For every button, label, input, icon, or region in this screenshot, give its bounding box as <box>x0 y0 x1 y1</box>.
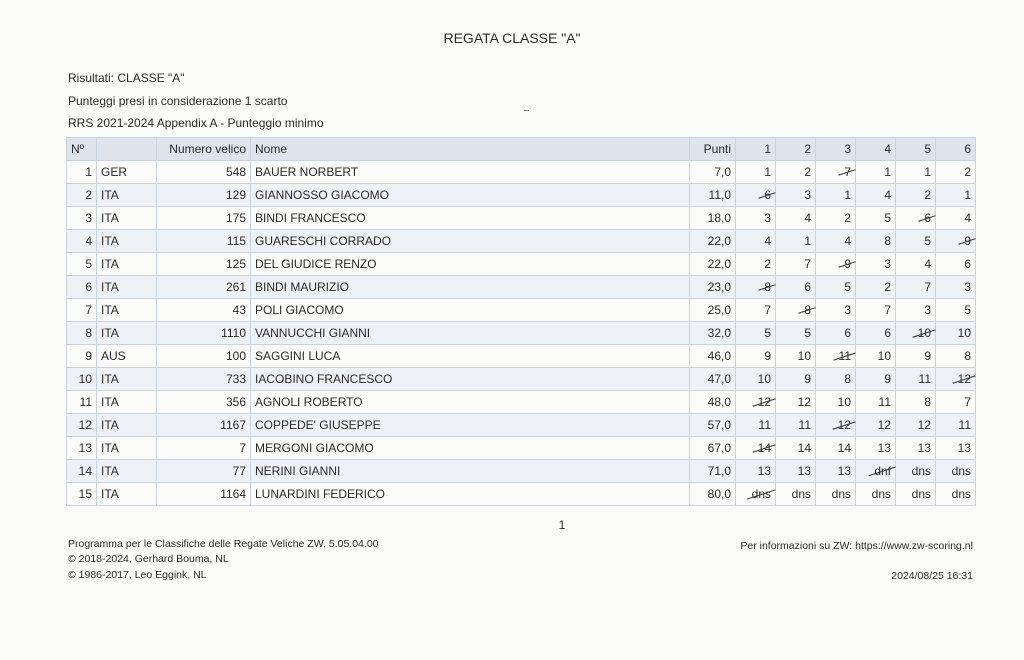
table-row <box>67 391 976 414</box>
race-2-cell <box>776 207 816 230</box>
race-score: 4 <box>764 234 771 248</box>
race-5-cell <box>896 184 936 207</box>
position-cell: 5 <box>67 253 97 276</box>
race-3-cell <box>816 184 856 207</box>
race-score: 8 <box>924 395 931 409</box>
sail-number-cell: 125 <box>157 253 251 276</box>
race-6-cell <box>936 207 976 230</box>
race-score: 2 <box>844 211 851 225</box>
sail-number-cell: 548 <box>157 161 251 184</box>
race-6-cell <box>936 345 976 368</box>
race-5-cell <box>896 460 936 483</box>
sail-number-cell: 1164 <box>157 483 251 506</box>
position-cell: 11 <box>67 391 97 414</box>
race-score: 13 <box>797 464 811 478</box>
race-4-cell <box>856 322 896 345</box>
race-4-cell <box>856 391 896 414</box>
print-timestamp: 2024/08/25 16:31 <box>891 570 973 582</box>
header-race-2: 2 <box>776 138 816 161</box>
race-score: 13 <box>957 441 971 455</box>
race-score: 10 <box>957 326 971 340</box>
table-row <box>67 345 976 368</box>
name-cell: BAUER NORBERT <box>251 161 690 184</box>
header-race-5: 5 <box>896 138 936 161</box>
table-row <box>67 460 976 483</box>
race-score: 12 <box>917 418 931 432</box>
discarded-score: 14 <box>757 441 771 455</box>
race-3-cell <box>816 299 856 322</box>
position-cell: 6 <box>67 276 97 299</box>
race-3-cell <box>816 345 856 368</box>
race-4-cell <box>856 460 896 483</box>
race-6-cell <box>936 414 976 437</box>
table-row <box>67 161 976 184</box>
race-score: 11 <box>798 418 811 432</box>
name-cell: BINDI MAURIZIO <box>251 276 690 299</box>
race-6-cell <box>936 460 976 483</box>
race-1-cell <box>736 391 776 414</box>
discarded-score: 8 <box>804 303 811 317</box>
points-cell: 57,0 <box>690 414 736 437</box>
name-cell: VANNUCCHI GIANNI <box>251 322 690 345</box>
race-3-cell <box>816 253 856 276</box>
country-cell: AUS <box>97 345 157 368</box>
race-6-cell <box>936 437 976 460</box>
race-6-cell <box>936 391 976 414</box>
race-score: 10 <box>837 395 851 409</box>
race-score: 5 <box>764 326 771 340</box>
points-cell: 80,0 <box>690 483 736 506</box>
table-row <box>67 483 976 506</box>
country-cell: ITA <box>97 184 157 207</box>
race-6-cell <box>936 322 976 345</box>
position-cell: 1 <box>67 161 97 184</box>
race-1-cell <box>736 184 776 207</box>
race-score: dns <box>951 487 971 501</box>
name-cell: DEL GIUDICE RENZO <box>251 253 690 276</box>
race-3-cell <box>816 460 856 483</box>
points-cell: 7,0 <box>690 161 736 184</box>
page-number: 1 <box>558 518 566 532</box>
name-cell: LUNARDINI FEDERICO <box>251 483 690 506</box>
sail-number-cell: 77 <box>157 460 251 483</box>
race-score: 3 <box>804 188 811 202</box>
race-3-cell <box>816 230 856 253</box>
sail-number-cell: 1110 <box>157 322 251 345</box>
race-3-cell <box>816 322 856 345</box>
race-1-cell <box>736 414 776 437</box>
race-score: 2 <box>804 165 811 179</box>
race-2-cell <box>776 437 816 460</box>
race-2-cell <box>776 391 816 414</box>
race-score: 14 <box>837 441 851 455</box>
race-3-cell <box>816 207 856 230</box>
discard-info-line: Punteggi presi in considerazione 1 scarto <box>68 94 288 108</box>
race-1-cell <box>736 253 776 276</box>
position-cell: 14 <box>67 460 97 483</box>
race-4-cell <box>856 161 896 184</box>
position-cell: 3 <box>67 207 97 230</box>
table-row <box>67 276 976 299</box>
name-cell: BINDI FRANCESCO <box>251 207 690 230</box>
header-pos: Nº <box>67 138 97 161</box>
position-cell: 7 <box>67 299 97 322</box>
race-score: dns <box>951 464 971 478</box>
race-score: 14 <box>797 441 811 455</box>
points-cell: 18,0 <box>690 207 736 230</box>
discarded-score: 8 <box>764 280 771 294</box>
race-4-cell <box>856 230 896 253</box>
position-cell: 10 <box>67 368 97 391</box>
race-score: 2 <box>764 257 771 271</box>
race-3-cell <box>816 391 856 414</box>
points-cell: 22,0 <box>690 253 736 276</box>
race-1-cell <box>736 345 776 368</box>
race-2-cell <box>776 299 816 322</box>
race-score: 6 <box>884 326 891 340</box>
country-cell: ITA <box>97 368 157 391</box>
race-score: 5 <box>844 280 851 294</box>
position-cell: 2 <box>67 184 97 207</box>
race-score: 8 <box>844 372 851 386</box>
results-class-line: Risultati: CLASSE "A" <box>68 71 185 85</box>
copyright-line-2: © 1986-2017, Leo Eggink, NL <box>68 569 207 581</box>
race-2-cell <box>776 322 816 345</box>
race-score: 5 <box>884 211 891 225</box>
race-score: 1 <box>844 188 851 202</box>
points-cell: 11,0 <box>690 184 736 207</box>
race-5-cell <box>896 299 936 322</box>
race-score: 6 <box>804 280 811 294</box>
race-score: dns <box>871 487 891 501</box>
race-score: 6 <box>844 326 851 340</box>
race-score: 4 <box>924 257 931 271</box>
race-score: 13 <box>917 441 931 455</box>
race-6-cell <box>936 161 976 184</box>
country-cell: ITA <box>97 276 157 299</box>
race-score: 3 <box>764 211 771 225</box>
discarded-score: 10 <box>917 326 931 340</box>
discarded-score: 6 <box>924 211 931 225</box>
race-score: 1 <box>924 165 931 179</box>
table-row <box>67 230 976 253</box>
race-score: 5 <box>964 303 971 317</box>
stray-mark <box>524 110 529 111</box>
country-cell: ITA <box>97 391 157 414</box>
race-score: 4 <box>884 188 891 202</box>
discarded-score: 9 <box>844 257 851 271</box>
discarded-score: 11 <box>838 349 851 363</box>
header-name: Nome <box>251 138 690 161</box>
race-score: 13 <box>837 464 851 478</box>
country-cell: ITA <box>97 414 157 437</box>
race-2-cell <box>776 230 816 253</box>
copyright-line-1: © 2018-2024, Gerhard Bouma, NL <box>68 553 229 565</box>
race-score: 9 <box>884 372 891 386</box>
race-1-cell <box>736 161 776 184</box>
discarded-score: 12 <box>837 418 851 432</box>
name-cell: AGNOLI ROBERTO <box>251 391 690 414</box>
race-score: 11 <box>918 372 931 386</box>
table-header-row <box>67 138 976 161</box>
race-5-cell <box>896 345 936 368</box>
header-race-4: 4 <box>856 138 896 161</box>
table-row <box>67 368 976 391</box>
discarded-score: 12 <box>757 395 771 409</box>
race-score: 5 <box>924 234 931 248</box>
race-2-cell <box>776 368 816 391</box>
sail-number-cell: 115 <box>157 230 251 253</box>
race-score: 10 <box>757 372 771 386</box>
race-6-cell <box>936 299 976 322</box>
race-1-cell <box>736 437 776 460</box>
race-1-cell <box>736 207 776 230</box>
race-5-cell <box>896 368 936 391</box>
race-4-cell <box>856 414 896 437</box>
race-5-cell <box>896 437 936 460</box>
name-cell: GUARESCHI CORRADO <box>251 230 690 253</box>
points-cell: 46,0 <box>690 345 736 368</box>
race-score: dns <box>791 487 811 501</box>
name-cell: POLI GIACOMO <box>251 299 690 322</box>
race-3-cell <box>816 276 856 299</box>
race-score: 2 <box>884 280 891 294</box>
race-score: 3 <box>884 257 891 271</box>
race-score: 10 <box>877 349 891 363</box>
race-score: 12 <box>877 418 891 432</box>
points-cell: 22,0 <box>690 230 736 253</box>
sail-number-cell: 175 <box>157 207 251 230</box>
race-6-cell <box>936 483 976 506</box>
race-score: 4 <box>844 234 851 248</box>
race-2-cell <box>776 253 816 276</box>
race-4-cell <box>856 207 896 230</box>
document-title: REGATA CLASSE "A" <box>443 30 581 46</box>
points-cell: 23,0 <box>690 276 736 299</box>
race-score: 7 <box>924 280 931 294</box>
race-1-cell <box>736 483 776 506</box>
race-5-cell <box>896 414 936 437</box>
race-score: dns <box>911 487 931 501</box>
position-cell: 8 <box>67 322 97 345</box>
discarded-score: dnf <box>874 464 891 478</box>
race-3-cell <box>816 483 856 506</box>
race-1-cell <box>736 460 776 483</box>
race-4-cell <box>856 437 896 460</box>
race-score: 1 <box>804 234 811 248</box>
country-cell: ITA <box>97 207 157 230</box>
race-score: 10 <box>797 349 811 363</box>
sail-number-cell: 129 <box>157 184 251 207</box>
race-score: 7 <box>764 303 771 317</box>
race-score: 4 <box>804 211 811 225</box>
position-cell: 12 <box>67 414 97 437</box>
sail-number-cell: 733 <box>157 368 251 391</box>
race-score: 2 <box>924 188 931 202</box>
race-4-cell <box>856 253 896 276</box>
country-cell: ITA <box>97 299 157 322</box>
country-cell: ITA <box>97 322 157 345</box>
race-6-cell <box>936 368 976 391</box>
sail-number-cell: 356 <box>157 391 251 414</box>
race-score: 6 <box>964 257 971 271</box>
name-cell: NERINI GIANNI <box>251 460 690 483</box>
discarded-score: dns <box>751 487 771 501</box>
race-6-cell <box>936 276 976 299</box>
table-row <box>67 299 976 322</box>
race-5-cell <box>896 230 936 253</box>
race-3-cell <box>816 437 856 460</box>
points-cell: 25,0 <box>690 299 736 322</box>
table-row <box>67 414 976 437</box>
sail-number-cell: 100 <box>157 345 251 368</box>
race-5-cell <box>896 483 936 506</box>
header-sail: Numero velico <box>157 138 251 161</box>
country-cell: ITA <box>97 253 157 276</box>
race-5-cell <box>896 253 936 276</box>
race-3-cell <box>816 414 856 437</box>
race-score: 13 <box>877 441 891 455</box>
scoring-system-line: RRS 2021-2024 Appendix A - Punteggio minimo <box>68 116 324 130</box>
race-3-cell <box>816 161 856 184</box>
header-points: Punti <box>690 138 736 161</box>
header-race-1: 1 <box>736 138 776 161</box>
race-score: 4 <box>964 211 971 225</box>
position-cell: 9 <box>67 345 97 368</box>
sail-number-cell: 43 <box>157 299 251 322</box>
header-country <box>97 138 157 161</box>
table-row <box>67 322 976 345</box>
table-row <box>67 184 976 207</box>
race-5-cell <box>896 322 936 345</box>
race-3-cell <box>816 368 856 391</box>
race-5-cell <box>896 161 936 184</box>
race-score: 7 <box>804 257 811 271</box>
race-score: 8 <box>964 349 971 363</box>
race-score: 2 <box>964 165 971 179</box>
sail-number-cell: 7 <box>157 437 251 460</box>
sail-number-cell: 261 <box>157 276 251 299</box>
race-6-cell <box>936 253 976 276</box>
position-cell: 4 <box>67 230 97 253</box>
race-6-cell <box>936 230 976 253</box>
race-score: 3 <box>964 280 971 294</box>
race-2-cell <box>776 161 816 184</box>
race-score: 7 <box>884 303 891 317</box>
name-cell: GIANNOSSO GIACOMO <box>251 184 690 207</box>
program-credit: Programma per le Classifiche delle Regate Veliche ZW, 5.05.04.00 <box>68 538 379 550</box>
race-5-cell <box>896 391 936 414</box>
race-score: dns <box>911 464 931 478</box>
race-score: 1 <box>964 188 971 202</box>
header-race-6: 6 <box>936 138 976 161</box>
country-cell: ITA <box>97 483 157 506</box>
points-cell: 32,0 <box>690 322 736 345</box>
race-2-cell <box>776 460 816 483</box>
race-2-cell <box>776 184 816 207</box>
race-2-cell <box>776 345 816 368</box>
race-score: dns <box>831 487 851 501</box>
race-4-cell <box>856 276 896 299</box>
race-score: 11 <box>758 418 771 432</box>
discarded-score: 9 <box>964 234 971 248</box>
points-cell: 48,0 <box>690 391 736 414</box>
race-score: 12 <box>797 395 811 409</box>
header-race-3: 3 <box>816 138 856 161</box>
table-row <box>67 207 976 230</box>
points-cell: 67,0 <box>690 437 736 460</box>
race-score: 3 <box>844 303 851 317</box>
race-4-cell <box>856 368 896 391</box>
race-score: 9 <box>924 349 931 363</box>
race-score: 3 <box>924 303 931 317</box>
zw-info-link: Per informazioni su ZW: https://www.zw-scoring.nl <box>740 540 973 552</box>
race-4-cell <box>856 345 896 368</box>
position-cell: 15 <box>67 483 97 506</box>
discarded-score: 12 <box>957 372 971 386</box>
country-cell: GER <box>97 161 157 184</box>
name-cell: SAGGINI LUCA <box>251 345 690 368</box>
discarded-score: 7 <box>844 165 851 179</box>
position-cell: 13 <box>67 437 97 460</box>
race-score: 7 <box>964 395 971 409</box>
race-score: 8 <box>884 234 891 248</box>
race-2-cell <box>776 276 816 299</box>
race-score: 11 <box>958 418 971 432</box>
race-score: 13 <box>757 464 771 478</box>
name-cell: MERGONI GIACOMO <box>251 437 690 460</box>
race-1-cell <box>736 368 776 391</box>
race-6-cell <box>936 184 976 207</box>
sail-number-cell: 1167 <box>157 414 251 437</box>
race-1-cell <box>736 299 776 322</box>
points-cell: 71,0 <box>690 460 736 483</box>
race-5-cell <box>896 207 936 230</box>
race-score: 5 <box>804 326 811 340</box>
race-4-cell <box>856 299 896 322</box>
table-row <box>67 253 976 276</box>
race-score: 9 <box>804 372 811 386</box>
name-cell: COPPEDE' GIUSEPPE <box>251 414 690 437</box>
name-cell: IACOBINO FRANCESCO <box>251 368 690 391</box>
country-cell: ITA <box>97 460 157 483</box>
race-5-cell <box>896 276 936 299</box>
race-4-cell <box>856 184 896 207</box>
race-score: 11 <box>878 395 891 409</box>
race-4-cell <box>856 483 896 506</box>
race-2-cell <box>776 483 816 506</box>
points-cell: 47,0 <box>690 368 736 391</box>
table-row <box>67 437 976 460</box>
race-1-cell <box>736 276 776 299</box>
race-1-cell <box>736 322 776 345</box>
race-score: 1 <box>884 165 891 179</box>
results-table <box>66 137 976 506</box>
discarded-score: 6 <box>764 188 771 202</box>
country-cell: ITA <box>97 230 157 253</box>
race-2-cell <box>776 414 816 437</box>
race-score: 1 <box>764 165 771 179</box>
race-score: 9 <box>764 349 771 363</box>
country-cell: ITA <box>97 437 157 460</box>
race-1-cell <box>736 230 776 253</box>
